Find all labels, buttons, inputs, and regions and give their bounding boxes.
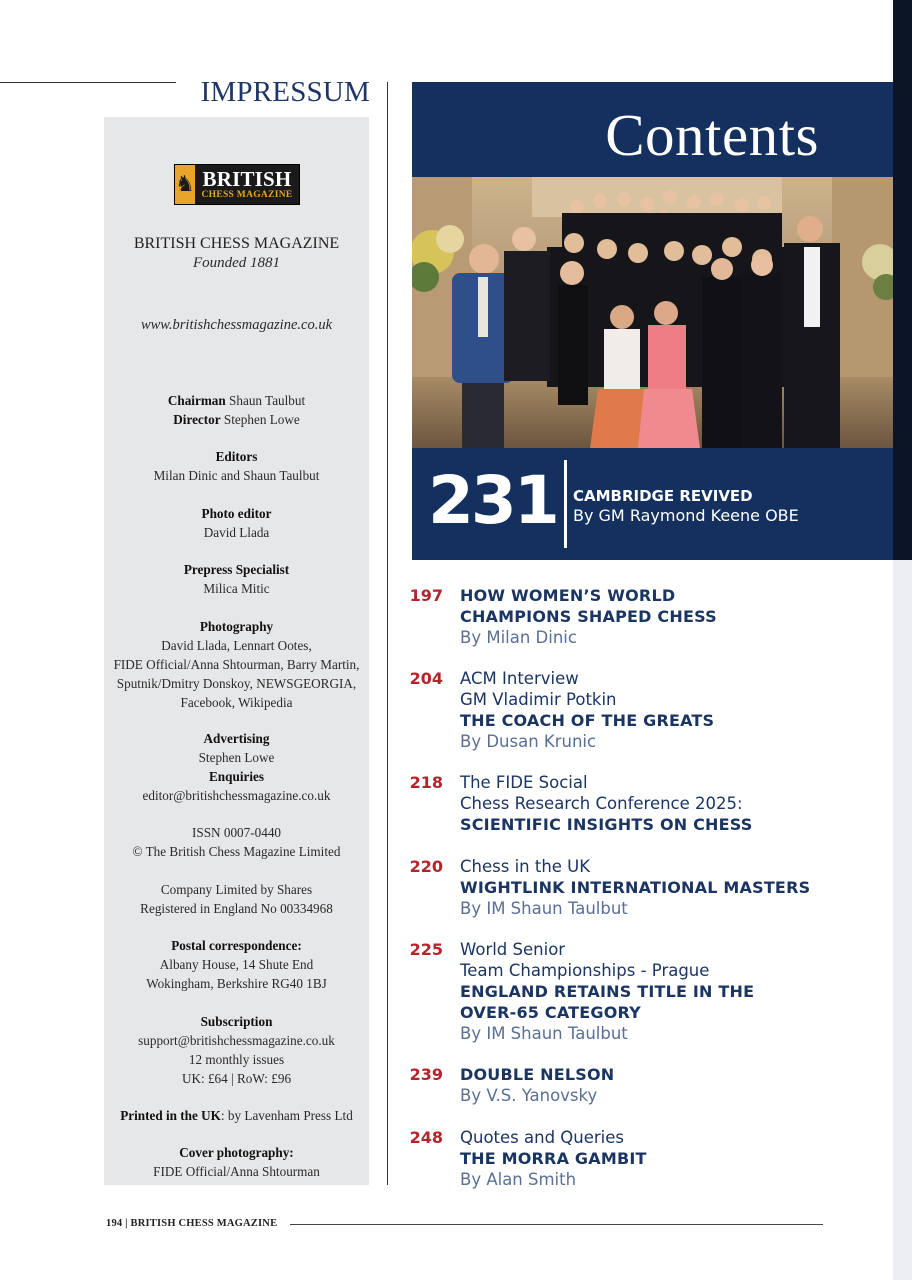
company-type: Company Limited by Shares (160, 882, 313, 897)
subscription-price: UK: £64 | RoW: £96 (181, 1071, 292, 1086)
cover-photo (412, 177, 893, 448)
toc-author: By Milan Dinic (460, 628, 577, 647)
toc-headline: ENGLAND RETAINS TITLE IN THE (460, 982, 755, 1001)
subscription-label: Subscription (200, 1014, 273, 1029)
column-divider (387, 82, 388, 1185)
publication-block (104, 233, 369, 273)
toc-author: By IM Shaun Taulbut (460, 1024, 628, 1043)
photography-line: Sputnik/Dmitry Donskoy, NEWSGEORGIA, (116, 676, 357, 691)
contents-header (412, 82, 893, 177)
director-line (104, 410, 369, 429)
cover-label: Cover photography: (179, 1145, 294, 1160)
logo-top-text: BRITISH (202, 166, 292, 191)
impressum-panel (104, 117, 369, 1185)
advertising-value: Stephen Lowe (198, 750, 275, 765)
group-photo-illustration (412, 177, 893, 448)
postal-line: Wokingham, Berkshire RG40 1BJ (146, 976, 327, 991)
toc-headline: THE MORRA GAMBIT (460, 1149, 647, 1168)
toc-page-number: 218 (409, 773, 443, 792)
toc-headline: THE COACH OF THE GREATS (460, 711, 715, 730)
magazine-logo (174, 164, 300, 205)
toc-entry-text (460, 772, 870, 835)
photography-line: David Llada, Lennart Ootes, (161, 638, 312, 653)
toc-page-number: 239 (409, 1065, 443, 1084)
toc-headline: HOW WOMEN’S WORLD (460, 586, 676, 605)
toc-headline: SCIENTIFIC INSIGHTS ON CHESS (460, 815, 753, 834)
page-footer: 194 | BRITISH CHESS MAGAZINE (106, 1218, 278, 1229)
publication-name: BRITISH CHESS MAGAZINE (133, 235, 340, 252)
subscription-line: 12 monthly issues (188, 1052, 285, 1067)
photo-editor-label: Photo editor (201, 506, 272, 521)
feature-page-number: 231 (428, 462, 557, 539)
company-registration: Registered in England No 00334968 (140, 901, 333, 916)
footer-rule (290, 1224, 823, 1225)
toc-kicker: Quotes and Queries (460, 1128, 625, 1147)
photography-line: FIDE Official/Anna Shtourman, Barry Martin, (113, 657, 360, 672)
toc-author: By Alan Smith (460, 1170, 577, 1189)
chairman-label: Chairman (167, 393, 226, 408)
subscription-block (104, 1012, 369, 1088)
toc-entry-text (460, 939, 870, 1044)
enquiries-email[interactable]: editor@britishchessmagazine.co.uk (142, 788, 331, 803)
toc-headline: CHAMPIONS SHAPED CHESS (460, 607, 717, 626)
advertising-label: Advertising (203, 731, 270, 746)
toc-headline: OVER-65 CATEGORY (460, 1003, 641, 1022)
toc-entry-text (460, 1127, 870, 1190)
logo-wordmark (195, 166, 299, 201)
company-block (104, 880, 369, 918)
toc-page-number: 225 (409, 940, 443, 959)
prepress-label: Prepress Specialist (183, 562, 290, 577)
cover-value: FIDE Official/Anna Shtourman (153, 1164, 320, 1179)
postal-block (104, 936, 369, 993)
chairman-line (104, 391, 369, 410)
director-value: Stephen Lowe (223, 412, 300, 427)
toc-kicker: GM Vladimir Potkin (460, 690, 617, 709)
toc-page-number: 204 (409, 669, 443, 688)
toc-kicker: Team Championships - Prague (460, 961, 710, 980)
prepress-value: Milica Mitic (203, 581, 270, 596)
toc-entry-text (460, 668, 870, 752)
management-block (104, 391, 369, 429)
postal-label: Postal correspondence: (171, 938, 302, 953)
postal-line: Albany House, 14 Shute End (159, 957, 314, 972)
toc-kicker: Chess Research Conference 2025: (460, 794, 743, 813)
editors-value: Milan Dinic and Shaun Taulbut (153, 468, 320, 483)
logo-bottom-text: CHESS MAGAZINE (201, 189, 293, 200)
toc-author: By V.S. Yanovsky (460, 1086, 598, 1105)
page-edge-photo (893, 0, 912, 560)
photography-label: Photography (199, 619, 274, 634)
toc-page-number: 220 (409, 857, 443, 876)
toc-page-number: 197 (409, 586, 443, 605)
toc-author: By Dusan Krunic (460, 732, 597, 751)
toc-author: By IM Shaun Taulbut (460, 899, 628, 918)
website-link[interactable]: www.britishchessmagazine.co.uk (140, 317, 333, 333)
photo-editor-block (104, 504, 369, 542)
toc-page-number: 248 (409, 1128, 443, 1147)
toc-entry-text (460, 856, 870, 919)
toc-kicker: World Senior (460, 940, 566, 959)
issn-block (104, 823, 369, 861)
contents-title: Contents (605, 102, 819, 168)
director-label: Director (173, 412, 221, 427)
issn: ISSN 0007-0440 (191, 825, 282, 840)
printed-label: Printed in the UK (120, 1108, 221, 1123)
photo-editor-value: David Llada (203, 525, 270, 540)
toc-kicker: ACM Interview (460, 669, 579, 688)
cover-block (104, 1143, 369, 1181)
printer-line (104, 1106, 369, 1125)
impressum-title: IMPRESSUM (200, 76, 370, 108)
impressum-rule (0, 82, 176, 83)
chairman-value: Shaun Taulbut (229, 393, 306, 408)
toc-kicker: The FIDE Social (460, 773, 588, 792)
toc-kicker: Chess in the UK (460, 857, 591, 876)
photography-block (104, 617, 369, 712)
toc-entry-text (460, 1064, 870, 1106)
toc-entry-text (460, 585, 870, 648)
printed-value: : by Lavenham Press Ltd (220, 1108, 353, 1123)
enquiries-label: Enquiries (209, 769, 264, 784)
feature-article[interactable] (412, 448, 893, 560)
editors-block (104, 447, 369, 485)
founded-line: Founded 1881 (192, 255, 281, 271)
advertising-block (104, 729, 369, 805)
editors-label: Editors (215, 449, 258, 464)
toc-headline: WIGHTLINK INTERNATIONAL MASTERS (460, 878, 811, 897)
subscription-email[interactable]: support@britishchessmagazine.co.uk (138, 1033, 335, 1048)
prepress-block (104, 560, 369, 598)
feature-divider (564, 460, 567, 548)
knight-icon: ♞ (175, 165, 195, 204)
copyright: © The British Chess Magazine Limited (132, 844, 341, 859)
photography-line: Facebook, Wikipedia (180, 695, 293, 710)
feature-title: CAMBRIDGE REVIVED (573, 487, 753, 505)
feature-author: By GM Raymond Keene OBE (573, 506, 799, 525)
toc-headline: DOUBLE NELSON (460, 1065, 615, 1084)
